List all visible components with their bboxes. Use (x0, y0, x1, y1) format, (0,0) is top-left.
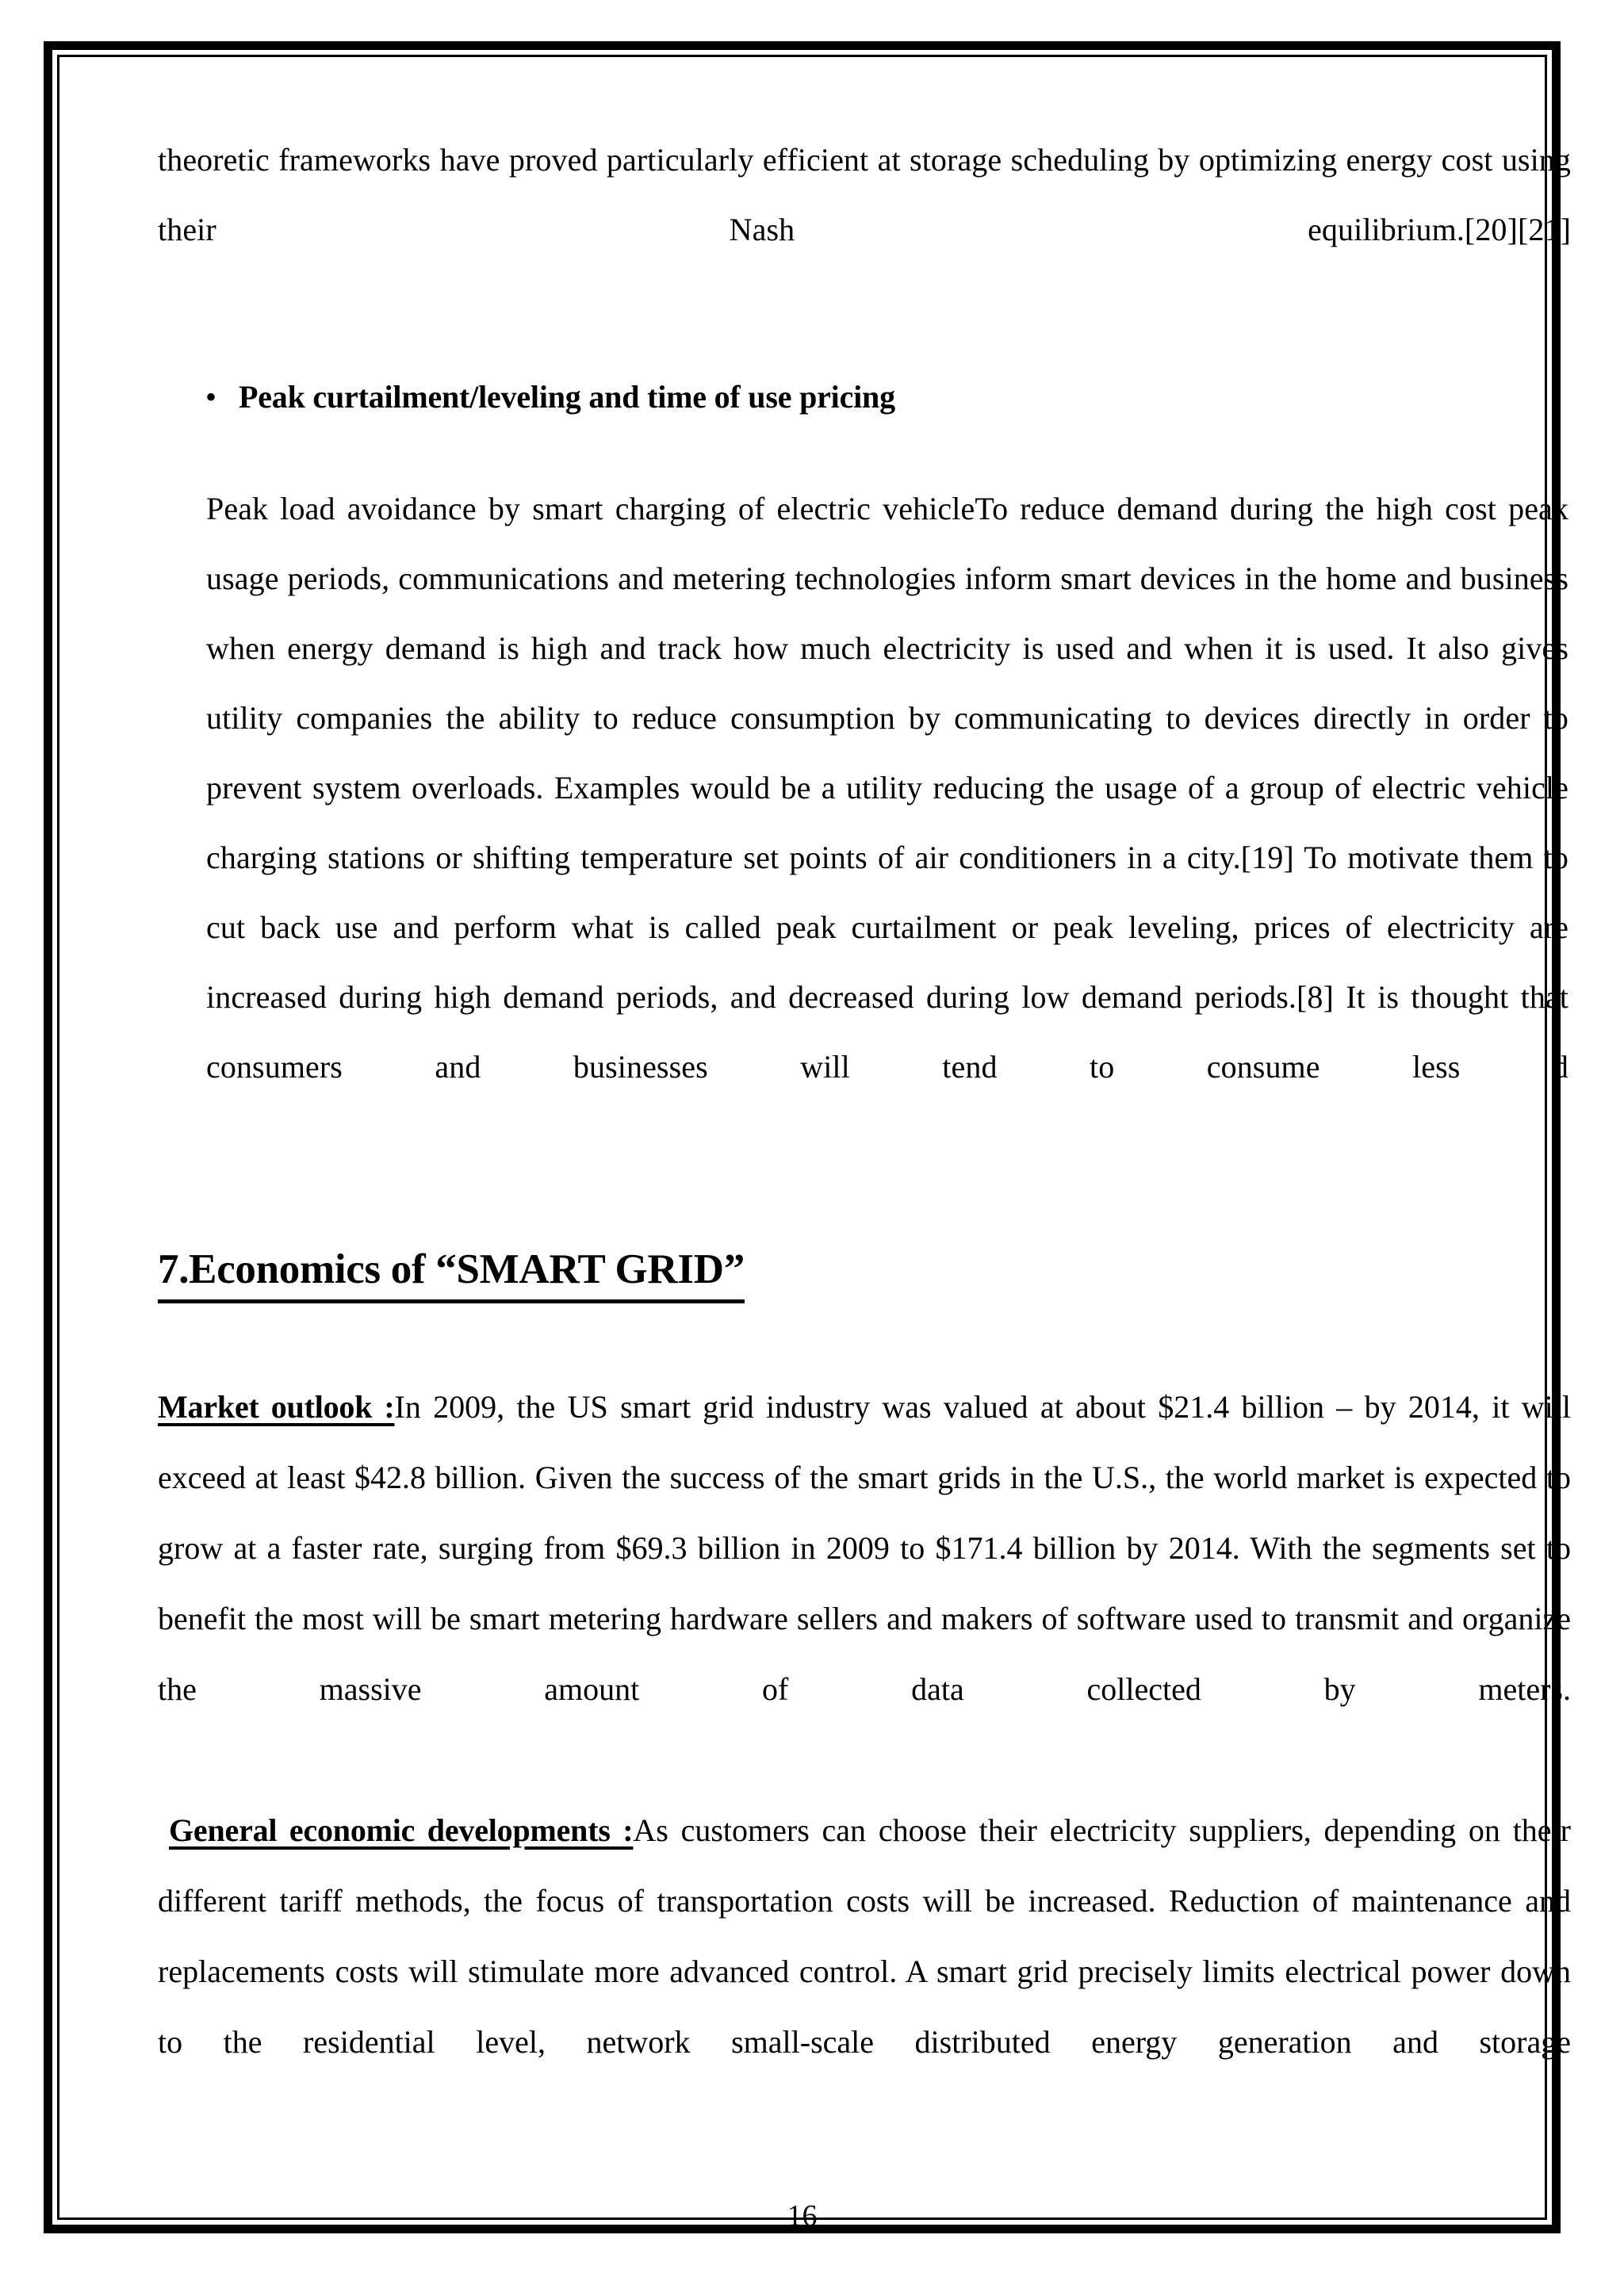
page-content (158, 125, 1571, 2187)
general-economic-text: As customers can choose their electricity suppliers, depending on their different tariff methods, the focus of transportation costs will be increased. Reduction of maintenance and replacements costs will stimulate more advanced control. A smart grid precisely limits electrical power down to the residential level, network small-scale distributed energy generation and storage (158, 1812, 1571, 2060)
opening-paragraph: theoretic frameworks have proved particularly efficient at storage scheduling by optimizing energy cost using their Nash equilibrium.[20][21] (158, 142, 1571, 247)
page-border (44, 41, 1572, 2233)
general-economic-lead: General economic developments : (169, 1812, 634, 1848)
section-heading-text: 7.Economics of “SMART GRID” (158, 1242, 745, 1303)
section-heading (158, 1242, 1571, 1303)
general-economic-paragraph (158, 1795, 1571, 2148)
economics-block (158, 1372, 1571, 2148)
bullet-heading-label: Peak curtailment/leveling and time of use pricing (239, 379, 895, 415)
bullet-body-block (206, 474, 1568, 1172)
page-number: 16 (787, 2199, 818, 2233)
market-outlook-lead: Market outlook : (158, 1389, 395, 1425)
bullet-heading (205, 368, 1571, 427)
market-outlook-text: In 2009, the US smart grid industry was valued at about $21.4 billion – by 2014, it will exceed at least $42.8 billion. Given the success of the smart grids in the U.S., the world market is expected to grow at a faster rate, surging from $69.3 billion in 2009 to $171.4 billion by 2014. With the segments set to benefit the most will be smart metering hardware sellers and makers of software used to transmit and organize the massive amount of data collected by meters. (158, 1389, 1572, 1707)
bullet-dot-icon: • (205, 379, 217, 415)
market-outlook-paragraph (158, 1372, 1571, 1795)
bullet-body-paragraph: Peak load avoidance by smart charging of electric vehicleTo reduce demand during the high cost peak usage periods, communications and metering technologies inform smart devices in the home and business when energy demand is high and track how much electricity is used and when it is used. It also gives utility companies the ability to reduce consumption by communicating to devices directly in order to prevent system overloads. Examples would be a utility reducing the usage of a group of electric vehicle charging stations or shifting temperature set points of air conditioners in a city.[19] To motivate them to cut back use and perform what is called peak curtailment or peak leveling, prices of electricity are increased during high demand periods, and decreased during low demand periods.[8] It is thought that consumers and businesses will tend to consume less d (206, 491, 1568, 1085)
